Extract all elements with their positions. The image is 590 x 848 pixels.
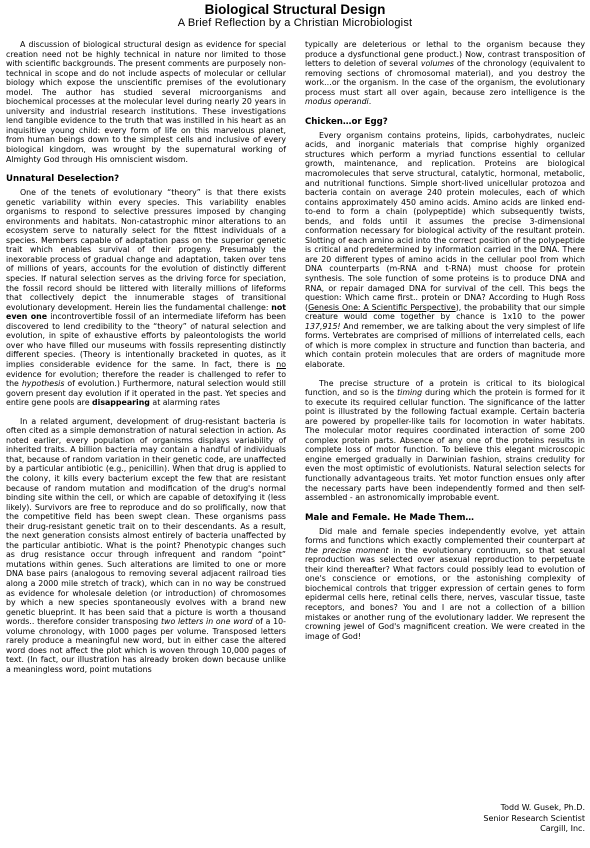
paragraph-protein-timing — [305, 379, 585, 503]
text-run: evidence for evolution; therefore the reader is challenged to refer to the — [6, 369, 286, 389]
heading-male-and-female: Male and Female. He Made Them… — [305, 512, 475, 523]
paragraph-male-female — [305, 527, 585, 642]
text-run: Did male and female species independently evolve, yet attain forms and functions which exactly complemented their counterpart — [305, 526, 585, 546]
text-run: The precise structure of a protein is critical to its biological function, and so is the — [305, 378, 585, 398]
paragraph-gap — [6, 408, 286, 417]
italic-text: hypothesis — [21, 379, 65, 389]
paragraph-gap — [305, 370, 585, 379]
text-run: And remember, we are talking about the very simplest of life forms. Vertebrates are comprised of millions of interrelated cells, each of which is more complex in structure and function than bacteria, and which contain protein molecules that are orders of magnitude more elaborate. — [305, 321, 585, 369]
text-run: of a 10-volume chronology, with 1000 pages per volume. Transposed letters rarely produce a meaningful new word, but in either case the altered word does not affect the plot which is woven through 10,000 pages of text. (In fact, our illustration has already broken down because unlike a meaningless word, point mutations — [6, 617, 286, 674]
text-run: of the chronology (equivalent to removing sections of chromosomal material), and you destroy the work…or the organism. In the case of the organism, the evolutionary process must start all over again, because zero intelligence is the — [305, 59, 586, 97]
author-role: Senior Research Scientist — [483, 813, 585, 823]
page-subtitle: A Brief Reflection by a Christian Microbiologist — [177, 17, 413, 29]
text-run: at alarming rates — [149, 398, 220, 408]
italic-text: modus operandi — [305, 97, 369, 107]
author-organization: Cargill, Inc. — [540, 824, 585, 833]
book-title-link: Genesis One: A Scientific Perspective — [308, 302, 456, 312]
signature-block — [305, 803, 585, 835]
text-run: ), the probability that our simple creature would come together by chance is 1x10 to the power — [305, 302, 585, 322]
paragraph-continuation — [305, 40, 585, 107]
text-run: typically are deleterious or lethal to the organism because they produce a dysfunctional gene product.) Now, contrast transposition of letters to deletion of several — [305, 40, 585, 69]
italic-text: two letters in one word — [160, 617, 253, 627]
paragraph-natural-selection — [6, 188, 286, 408]
heading-chicken-or-egg: Chicken…or Egg? — [305, 116, 388, 127]
emphasis-text: disappearing — [92, 398, 150, 408]
text-run: of evolution.) Furthermore, natural selection would still govern present day evolution if it operated in the past. Yet species and entire gene pools are — [6, 379, 286, 408]
emphasis-text: not even one — [6, 302, 286, 322]
heading-unnatural-deselection: Unnatural Deselection? — [6, 174, 120, 185]
intro-paragraph: A discussion of biological structural design as evidence for special creation need not be highly technical in nature nor limited to those with scientific backgrounds. The present comments are purposely non-technical in scope and do not include aspects of molecular or cellular biology which expose the unscientific premises of the evolutionary model. The author has studied several microorganisms and biochemical processes at the molecular level during nearly 20 years in university and industrial research institutions. These investigations lend tangible evidence to the truth that was instilled in his heart as an inquisitive young child: every form of life on this marvelous planet, from human beings down to the simplest cells and inclusive of every biological kingdom, was wrought by the supernatural working of Almighty God through His omniscient wisdom. — [6, 40, 286, 164]
italic-text: 137,915! — [305, 321, 341, 331]
text-run: in the evolutionary continuum, so that sexual reproduction was selected over asexual reproduction to perpetuate their kind thereafter? What factors could possibly lead to evolution of one's conscience or emotions, or the astonishing complexity of biochemical controls that trigger expression of certain genes to form epidermal cells here, retinal cells there, nerves, vascular tissue, taste receptors, and bones? You and I are not a collection of a billion mistakes or another rung of the evolutionary ladder. We represent the crowning jewel of God's magnificent creation. We were created in the image of God! — [305, 545, 586, 641]
right-column — [305, 40, 585, 641]
text-run: Every organism contains proteins, lipids, carbohydrates, nucleic acids, and inorganic materials that comprise highly organized structures which perform a myriad functions essential to cellular growth, maintenance, and replication. Proteins are biological macromolecules that serve structural, catalytic, hormonal, metabolic, and nutritional functions. Simple short-lived unicellular protozoa and bacteria contain on average 240 protein molecules, each of which contains approximately 450 amino acids. Amino acids are linked end-to-end to form a chain (polypeptide) which subsequently twists, bends, and folds until it assumes the precise 3-dimensional conformation necessary for biological activity of the resultant protein. Slotting of each amino acid into the correct position of the polypeptide is critical and predetermined by information carried in the DNA. There are 20 different types of amino acids in the cellular pool from which DNA counterparts (m-RNA and t-RNA) must choose for protein synthesis. The sole function of some proteins is to produce DNA and RNA, or repair damaged DNA for survival of the cell. This begs the question: Which came first.. protein or DNA? According to Hugh Ross ( — [305, 130, 585, 312]
italic-text: at the precise moment — [305, 536, 585, 555]
underlined-text: no — [276, 359, 286, 369]
author-name: Todd W. Gusek, Ph.D. — [500, 803, 585, 812]
page-title: Biological Structural Design — [204, 2, 386, 17]
paragraph-proteins — [305, 131, 585, 370]
text-run: One of the tenets of evolutionary “theory” is that there exists genetic variability within every species. This variability enables organisms to respond to selective pressures imposed by changing environments and habitats. Non-catastrophic minor alterations to an ecosystem serve to naturally select for the fittest individuals of a species. Members capable of adaptation pass on the superior genetic trait which enables survival of their progeny. Presumably the inexorable process of gradual change and adaptation, taken over tens of millions of years, accounts for the evolution of distinctly different species. If natural selection serves as the driving force for speciation, the fossil record should be littered with literally millions of lifeforms that collectively depict the innumerable stages of transitional evolutionary development. Herein lies the fundamental challenge: — [6, 188, 286, 312]
text-run: incontrovertible fossil of an intermediate lifeform has been discovered to lend credibility to the “theory” of natural selection and evolution, in spite of exhaustive efforts by paleontologists the world over who have filled our museums with fossils representing distinctly different species. (Theory is intentionally bracketed in quotes, as it implies considerable evidence for the same. In fact, there is — [6, 312, 286, 369]
text-run: In a related argument, development of drug-resistant bacteria is often cited as a simple demonstration of natural selection in action. As noted earlier, every population of organisms displays variability of inherited traits. A billion bacteria may contain a handful of individuals that, because of random variation in their genetic code, are unaffected by a particular antibiotic (e.g., penicillin). When that drug is applied to the colony, it kills every bacterium except the few that are resistant because of random mutation and modification of the drug's normal binding site within the cell, or which are capable of detoxifying it (less likely). Survivors are free to reproduce and do so prolifically, now that the competitive field has been swept clean. These organisms pass their drug-resistant genetic trait on to their descendants. As a result, the next generation consists almost entirely of bacteria unaffected by the particular antibiotic. What is the point? Phenotypic changes such as drug resistance occur through infrequent and random “point” mutations within genes. Such alterations are limited to one or more DNA base pairs (analogous to removing several adjacent railroad ties along a 2000 mile stretch of track), which can in no way be construed as evidence for wholesale deletion (or introduction) of chromosomes by which a new species spontaneously evolves with a brand new genetic blueprint. It has been said that a picture is worth a thousand words.. therefore consider transposing — [6, 416, 286, 627]
text-run: during which the protein is formed for it to execute its required cellular function. The significance of the latter point is illustrated by the following factual example. Certain bacteria are powered by propeller-like tails for locomotion in water habitats. The molecular motor requires coordinated interaction of some 200 complex protein parts. Absence of any one of the proteins results in complete loss of motor function. To believe this elegant microscopic engine emerged gradually in Darwinian fashion, strains credulity for even the most optimistic of evolutionists. Natural selection selects for functionally advantageous traits. Yet motor function ensues only after the necessary parts have been independently formed and then self-assembled - an astronomically improbable event. — [305, 388, 585, 503]
italic-text: timing — [397, 388, 423, 398]
paragraph-drug-resistance — [6, 417, 286, 675]
header — [0, 2, 590, 30]
text-run: . — [368, 97, 372, 107]
left-column — [6, 40, 286, 674]
italic-text: volumes — [420, 59, 454, 69]
